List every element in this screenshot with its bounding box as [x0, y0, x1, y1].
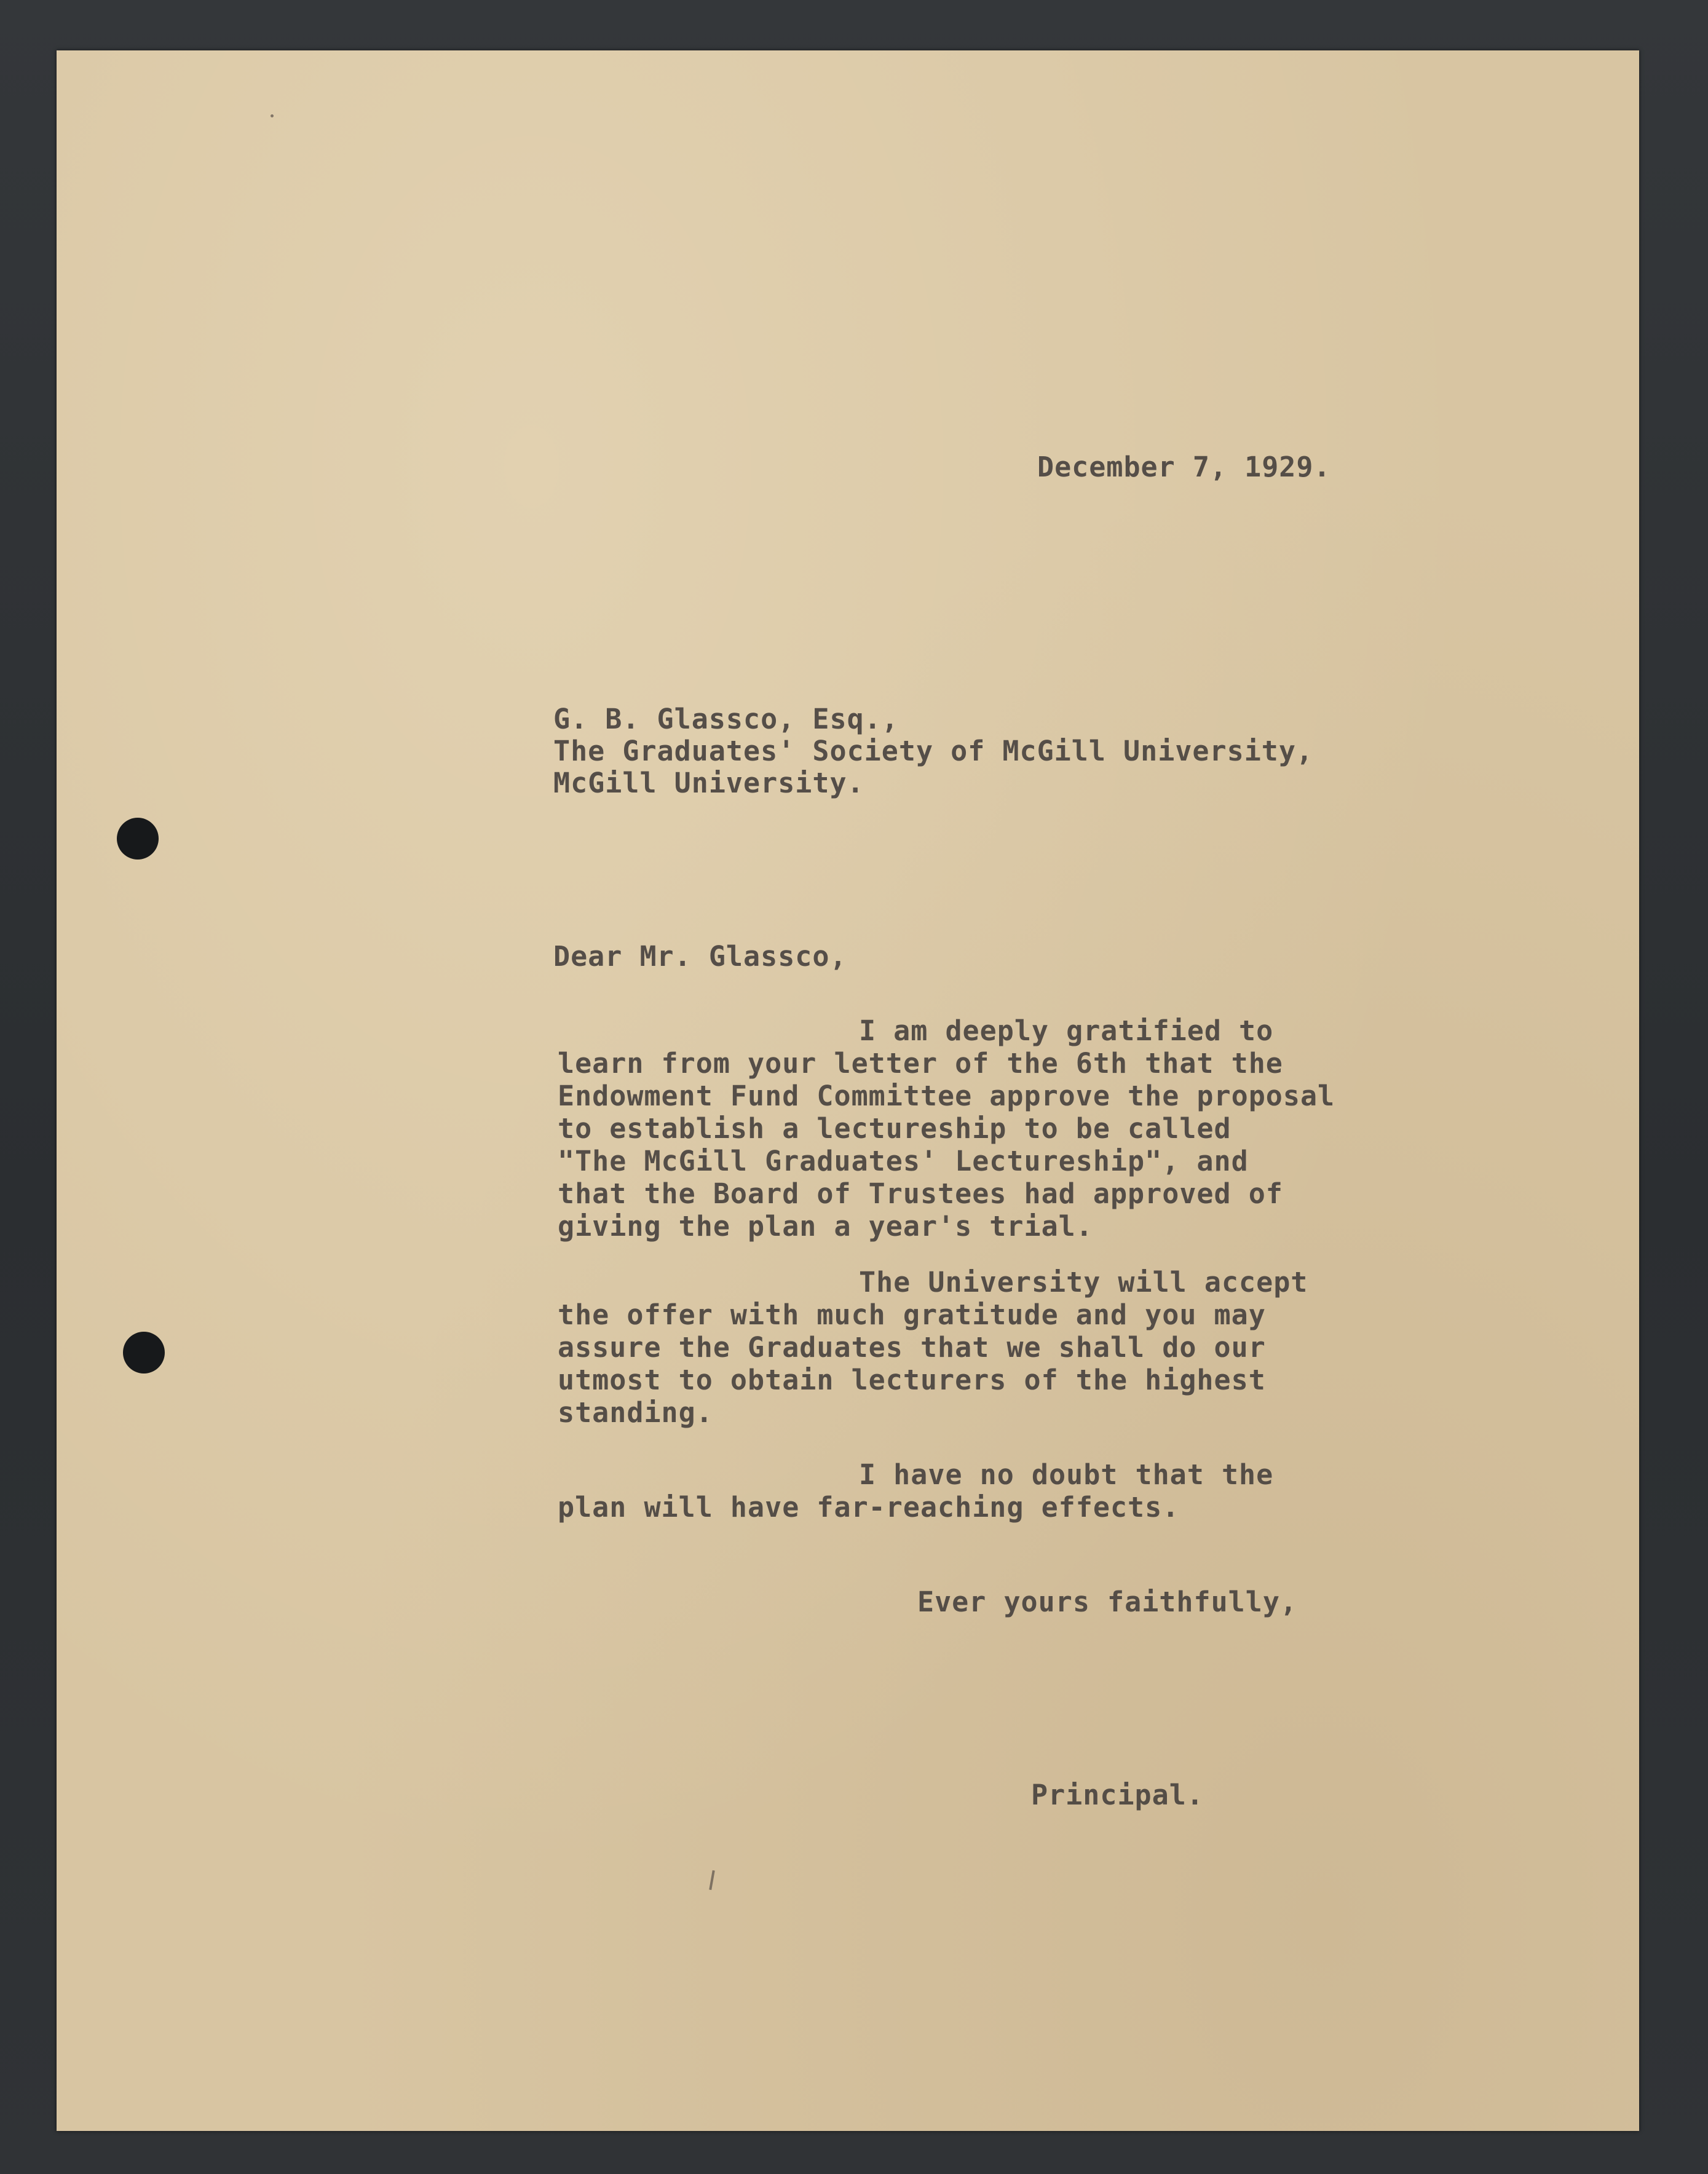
ink-speck	[271, 114, 274, 117]
paragraph-line: "The McGill Graduates' Lectureship", and	[558, 1145, 1249, 1177]
paragraph-line: The University will accept	[859, 1266, 1308, 1298]
pencil-mark	[709, 1870, 714, 1890]
paragraph-line: that the Board of Trustees had approved of	[558, 1177, 1283, 1210]
recipient-organization: The Graduates' Society of McGill University,	[553, 735, 1314, 767]
recipient-name: G. B. Glassco, Esq.,	[553, 703, 899, 735]
paragraph-line: standing.	[558, 1396, 713, 1429]
recipient-institution: McGill University.	[553, 767, 864, 799]
body-paragraph-1	[558, 1014, 1335, 1243]
body-paragraph-3	[558, 1458, 1273, 1524]
body-paragraph-2	[558, 1266, 1308, 1429]
paragraph-line: giving the plan a year's trial.	[558, 1210, 1093, 1243]
paragraph-line: I have no doubt that the	[859, 1458, 1274, 1491]
punch-hole-top	[117, 818, 159, 860]
letter-date: December 7, 1929.	[1037, 451, 1331, 483]
paragraph-line: Endowment Fund Committee approve the proposal	[558, 1080, 1335, 1112]
letter-page	[57, 50, 1639, 2131]
paragraph-line: learn from your letter of the 6th that the	[558, 1047, 1283, 1080]
paragraph-line: to establish a lectureship to be called	[558, 1112, 1232, 1145]
punch-hole-bottom	[123, 1332, 165, 1374]
complimentary-close: Ever yours faithfully,	[917, 1586, 1298, 1618]
paragraph-line: utmost to obtain lecturers of the highest	[558, 1364, 1266, 1396]
paragraph-line: I am deeply gratified to	[859, 1014, 1274, 1047]
paragraph-line: assure the Graduates that we shall do our	[558, 1331, 1266, 1364]
paragraph-line: plan will have far-reaching effects.	[558, 1491, 1180, 1524]
salutation: Dear Mr. Glassco,	[553, 940, 847, 973]
paragraph-line: the offer with much gratitude and you may	[558, 1298, 1266, 1331]
signature-title: Principal.	[1031, 1779, 1204, 1811]
